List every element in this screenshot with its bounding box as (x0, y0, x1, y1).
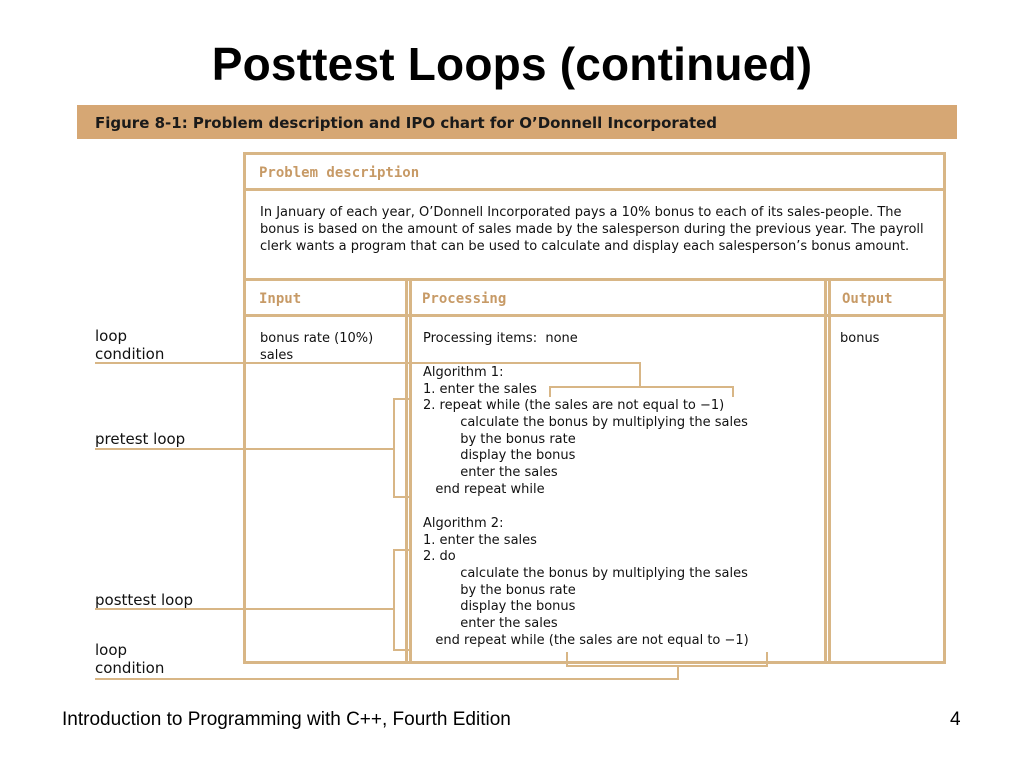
processing-header: Processing (422, 291, 507, 307)
bracket-posttest-loop (394, 550, 410, 650)
input-line-sales: sales (260, 348, 294, 363)
algorithm1-line: 1. enter the sales (423, 382, 537, 397)
bracket-pretest-loop (394, 399, 410, 497)
problem-description-text: In January of each year, O’Donnell Incorporated pays a 10% bonus to each of its sales-people. The bonus is based on the amount of sales made by the salesperson during the previous year. The payroll clerk wants a program that can be used to calculate and display each salesperson’s bonus amount. (260, 205, 924, 254)
leader-loop-condition-bottom (95, 652, 678, 679)
algorithm1-line: 2. repeat while (the sales are not equal to −1) (423, 398, 725, 413)
leader-loop-condition-top-right (640, 387, 733, 397)
algorithm1-line: end repeat while (423, 482, 545, 497)
callout-posttest-loop: posttest loop (95, 591, 194, 609)
output-header: Output (842, 291, 893, 307)
algorithm1-line: by the bonus rate (423, 432, 576, 447)
algorithm1-line: enter the sales (423, 465, 558, 480)
algorithm2-line: end repeat while (the sales are not equal to −1) (423, 633, 749, 648)
algorithm2-line: by the bonus rate (423, 583, 576, 598)
callout-loop-condition-top-line2: condition (95, 345, 165, 363)
algorithm2-line: enter the sales (423, 616, 558, 631)
algorithm2-line: calculate the bonus by multiplying the sales (423, 566, 748, 581)
algorithm2-line: Algorithm 2: (423, 516, 504, 531)
algorithm2-line: 1. enter the sales (423, 533, 537, 548)
footer-book-title: Introduction to Programming with C++, Fourth Edition (62, 709, 511, 730)
algorithm1-line: display the bonus (423, 448, 576, 463)
processing-items: Processing items: none (423, 331, 578, 346)
leader-loop-condition-bottom-right (678, 652, 767, 666)
leader-loop-condition-top (95, 363, 640, 397)
figure-caption: Figure 8-1: Problem description and IPO chart for O’Donnell Incorporated (95, 114, 718, 132)
algorithm2-line: display the bonus (423, 599, 576, 614)
algorithm1-line: calculate the bonus by multiplying the sales (423, 415, 748, 430)
output-line-bonus: bonus (840, 331, 880, 346)
page-number: 4 (950, 709, 961, 730)
input-line-bonus-rate: bonus rate (10%) (260, 331, 374, 346)
input-header: Input (259, 291, 302, 307)
slide-title: Posttest Loops (continued) (211, 38, 813, 90)
algorithm1-line: Algorithm 1: (423, 365, 504, 380)
callout-pretest-loop: pretest loop (95, 430, 186, 448)
callout-loop-condition-bottom-line2: condition (95, 659, 165, 677)
callout-loop-condition-top-line1: loop (95, 327, 128, 345)
problem-description-header: Problem description (259, 165, 420, 181)
algorithm2-line: 2. do (423, 549, 456, 564)
callout-loop-condition-bottom-line1: loop (95, 641, 128, 659)
